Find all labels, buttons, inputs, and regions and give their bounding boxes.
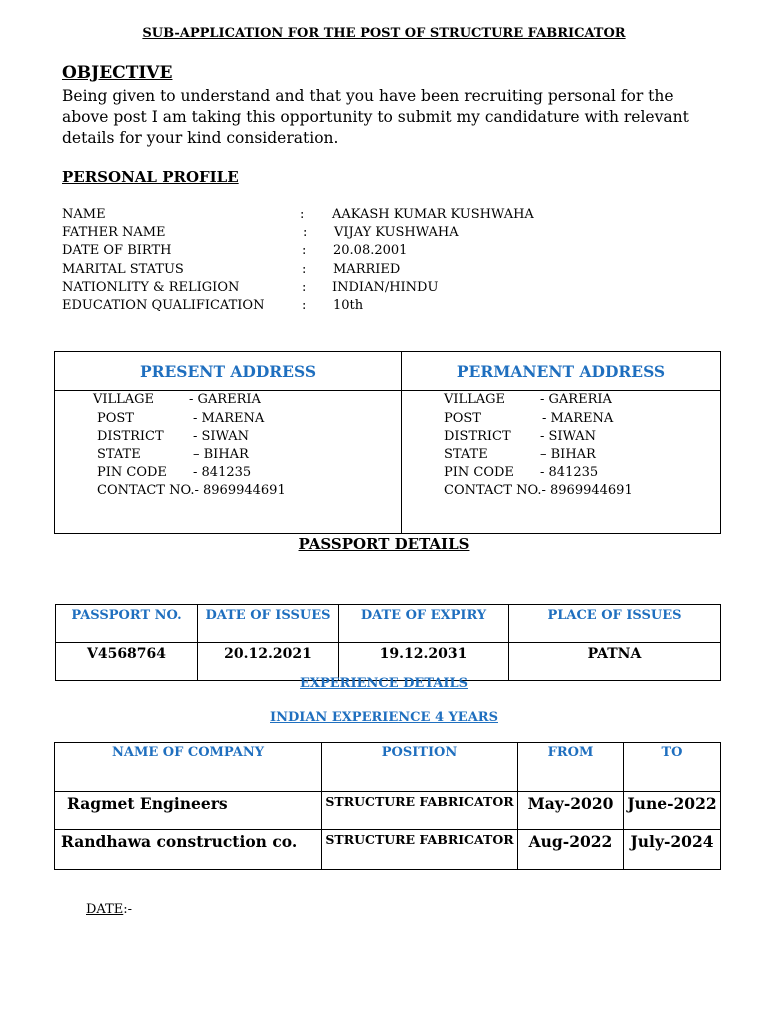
table-row <box>55 792 721 830</box>
table-row <box>55 830 721 870</box>
address-value: - 841235 <box>193 465 252 480</box>
present-address-heading: PRESENT ADDRESS <box>55 352 402 391</box>
exp-from: Aug-2022 <box>518 830 624 870</box>
passport-heading: PASSPORT DETAILS <box>298 535 470 553</box>
objective-heading: OBJECTIVE <box>62 63 173 83</box>
date-label: DATE <box>86 902 124 917</box>
experience-table <box>54 742 721 870</box>
address-value: - MARENA <box>542 411 614 426</box>
exp-header-position: POSITION <box>322 743 518 792</box>
address-value: - SIWAN <box>193 429 250 444</box>
profile-value: 20.08.2001 <box>333 243 408 258</box>
profile-separator: : <box>300 207 305 222</box>
address-value: - MARENA <box>193 411 265 426</box>
address-label: POST <box>444 411 481 426</box>
profile-label: NATIONLITY & RELIGION <box>62 280 240 295</box>
exp-position: STRUCTURE FABRICATOR <box>322 792 518 830</box>
profile-separator: : <box>302 262 307 277</box>
exp-header-from: FROM <box>518 743 624 792</box>
date-line <box>86 902 132 917</box>
indian-experience-heading: INDIAN EXPERIENCE 4 YEARS <box>270 710 498 725</box>
profile-separator: : <box>302 243 307 258</box>
experience-heading: EXPERIENCE DETAILS <box>300 676 468 691</box>
profile-value: AAKASH KUMAR KUSHWAHA <box>332 207 534 222</box>
address-label: STATE <box>97 447 141 462</box>
exp-header-to: TO <box>624 743 721 792</box>
exp-to: July-2024 <box>624 830 721 870</box>
address-table <box>54 351 721 534</box>
address-label: POST <box>97 411 134 426</box>
document-title: SUB-APPLICATION FOR THE POST OF STRUCTURE FABRICATOR <box>142 26 626 41</box>
passport-place: PATNA <box>509 643 721 681</box>
address-value: - SIWAN <box>540 429 597 444</box>
passport-issue-date: 20.12.2021 <box>198 643 339 681</box>
objective-text: Being given to understand and that you have been recruiting personal for the above post I am taking this opportunity to submit my candidature with relevant details for your kind consideration. <box>62 87 689 147</box>
profile-separator: : <box>302 280 307 295</box>
permanent-address-cell <box>402 391 721 534</box>
exp-header-company: NAME OF COMPANY <box>55 743 322 792</box>
passport-header-place: PLACE OF ISSUES <box>509 605 721 643</box>
profile-value: INDIAN/HINDU <box>332 280 439 295</box>
address-label: VILLAGE <box>444 392 506 407</box>
profile-separator: : <box>302 298 307 313</box>
address-label: PIN CODE <box>444 465 514 480</box>
address-label: VILLAGE <box>93 392 155 407</box>
date-suffix: :- <box>123 902 133 917</box>
address-label: DISTRICT <box>97 429 164 444</box>
profile-value: 10th <box>333 298 364 313</box>
address-label: STATE <box>444 447 488 462</box>
exp-position: STRUCTURE FABRICATOR <box>322 830 518 870</box>
profile-value: VIJAY KUSHWAHA <box>334 225 459 240</box>
address-value: - GARERIA <box>189 392 261 407</box>
profile-label: DATE OF BIRTH <box>62 243 172 258</box>
profile-label: MARITAL STATUS <box>62 262 184 277</box>
address-value: – BIHAR <box>193 447 249 462</box>
address-contact: CONTACT NO.- 8969944691 <box>444 483 633 498</box>
exp-from: May-2020 <box>518 792 624 830</box>
passport-number: V4568764 <box>56 643 198 681</box>
profile-value: MARRIED <box>333 262 401 277</box>
exp-to: June-2022 <box>624 792 721 830</box>
address-value: – BIHAR <box>540 447 596 462</box>
passport-header-expiry-date: DATE OF EXPIRY <box>339 605 509 643</box>
passport-header-number: PASSPORT NO. <box>56 605 198 643</box>
permanent-address-heading: PERMANENT ADDRESS <box>402 352 721 391</box>
profile-label: NAME <box>62 207 106 222</box>
personal-profile-heading: PERSONAL PROFILE <box>62 168 239 186</box>
address-value: - 841235 <box>540 465 599 480</box>
exp-company: Ragmet Engineers <box>55 792 322 830</box>
exp-company: Randhawa construction co. <box>55 830 322 870</box>
address-label: PIN CODE <box>97 465 167 480</box>
present-address-cell <box>55 391 402 534</box>
address-value: - GARERIA <box>540 392 612 407</box>
address-label: DISTRICT <box>444 429 511 444</box>
profile-separator: : <box>303 225 308 240</box>
address-contact: CONTACT NO.- 8969944691 <box>97 483 286 498</box>
passport-expiry-date: 19.12.2031 <box>339 643 509 681</box>
profile-label: FATHER NAME <box>62 225 166 240</box>
passport-table <box>55 604 721 681</box>
passport-header-issue-date: DATE OF ISSUES <box>198 605 339 643</box>
profile-label: EDUCATION QUALIFICATION <box>62 298 265 313</box>
